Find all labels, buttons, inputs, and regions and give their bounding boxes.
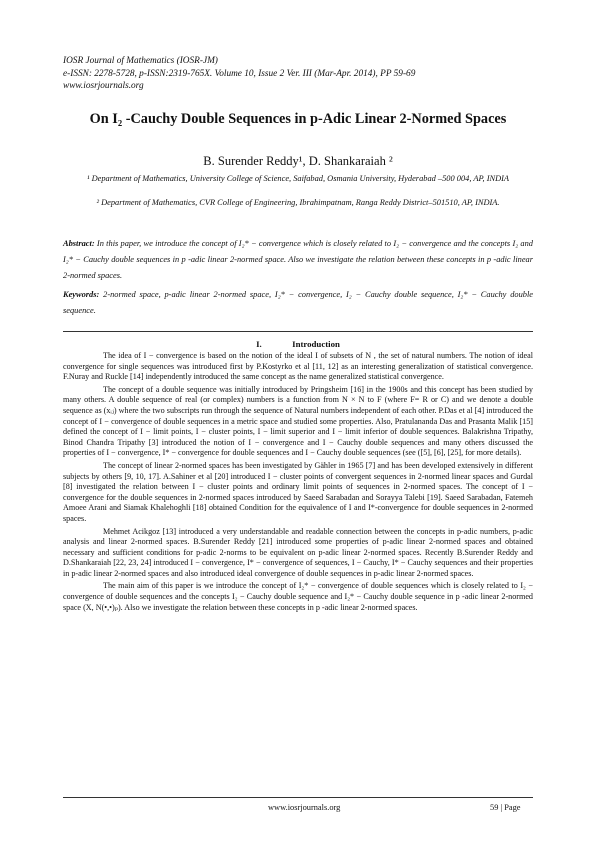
keywords xyxy=(63,287,533,319)
paper-title: On I₂ -Cauchy Double Sequences in p-Adic Linear 2-Normed Spaces xyxy=(89,111,507,127)
page-number: 59 | Page xyxy=(490,803,521,812)
keywords-text: 2-normed space, p-adic linear 2-normed space, I₂* − convergence, I₂ − Cauchy double sequence, I₂* − Cauchy double sequence. xyxy=(63,290,534,315)
paragraph: Mehmet Acikgoz [13] introduced a very understandable and readable connection between the concepts in p-adic numbers, p-adic analysis and linear 2-normed spaces. B.Surender Reddy [21] introduced some properties of p-adic linear 2-normed spaces and obtained necessary and sufficient conditions for p-adic 2-norms to be equivalent on p-adic linear 2-normed spaces. Recently B.Surender Reddy and D.Shankaraiah [22, 23, 24] introduced I − convergence, I* − convergence of sequences, I − Cauchy, I* − Cauchy sequences and their properties in p-adic linear 2-normed spaces and also introduced ideal convergence of double sequences in p-adic linear 2-normed spaces. xyxy=(63,526,533,578)
abstract-label: Abstract: xyxy=(63,239,95,248)
paragraph: The concept of a double sequence was initially introduced by Pringsheim [16] in the 1900s and this concept has been studied by many others. A double sequence of real (or complex) numbers is a function from N × N to F (where F= R or C) and we denote a double sequence as (xᵢⱼ) where the two subscripts run through the sequence of Natural numbers independent of each other. P.Das et al [4] introduced the concept of I − convergence of double sequences in a metric space and studied some properties. Also, Pratulananda Das and Prasanta Malik [15] defined the concept of I − limit points, I − cluster points, I − limit superior and I − limit inferior of double sequences. Balakrishna Tripathy, Binod Chandra Tripathy [3] introduced the notion of I − convergence and I − Cauchy double sequences and many others discussed the properties of I − convergence, I* − convergence for double sequences and I − Cauchy double sequences (see ([5], [6], [25], for more details). xyxy=(63,384,533,458)
paragraph: The concept of linear 2-normed spaces has been investigated by Gähler in 1965 [7] and has been developed extensively in different subjects by others [9, 10, 17]. A.Sahiner et al [20] introduced I − cluster points of convergent sequences in 2-normed linear spaces and Gurdal [8] investigated the relation between I − cluster points and ordinary limit points of sequences in 2-normed spaces. The concept of I − convergence for the double sequences in 2-normed spaces introduced by Saeed Sarabadan and Sorayya Talebi [19]. Saeed Sarabadan, Fatemeh Amoee Arani and Siamak Khalehoghli [18] obtained Condition for the equivalence of I and I*-convergence for double sequences in 2-normed spaces. xyxy=(63,460,533,523)
abstract xyxy=(63,236,533,284)
introduction-body xyxy=(63,351,533,615)
abstract-text: In this paper, we introduce the concept of I₂* − convergence which is closely related to I₂ − convergence and the concepts I₂ and I₂* − Cauchy double sequences in p -adic linear 2-normed space. Also we investigate the relation between these concepts in p -adic linear 2-normed spaces. xyxy=(63,239,533,280)
affiliation-2: ² Department of Mathematics, CVR College of Engineering, Ibrahimpatnam, Ranga Reddy District–501510, AP, INDIA. xyxy=(96,198,500,207)
section-number: I. xyxy=(256,339,262,349)
journal-name: IOSR Journal of Mathematics (IOSR-JM) xyxy=(63,56,218,66)
paper-authors: B. Surender Reddy¹, D. Shankaraiah ² xyxy=(203,154,393,168)
footer-divider xyxy=(63,797,533,798)
paragraph: The main aim of this paper is we introduce the concept of I₂* − convergence of double sequences which is closely related to I₂ − convergence of double sequences and the concepts I₂ − Cauchy double sequence and I₂* − Cauchy double sequence in p -adic linear 2-normed space (X, N(•,•)ₚ). Also we investigate the relation between these concepts in p -adic linear 2-normed spaces. xyxy=(63,581,533,612)
footer-url[interactable]: www.iosrjournals.org xyxy=(268,803,341,812)
paragraph: The idea of I − convergence is based on the notion of the ideal I of subsets of N , the set of natural numbers. The notion of ideal convergence for single sequences was introduced first by P.Kostyrko et al [11, 12] as an interesting generalization of statistical convergence. F.Nuray and Ruckle [14] independently introduced the same concept as the name generalized statistical convergence. xyxy=(63,351,533,382)
affiliation-1: ¹ Department of Mathematics, University College of Science, Saifabad, Osmania University, Hyderabad –500 004, AP, INDIA xyxy=(86,174,510,183)
section-heading xyxy=(63,339,533,349)
section-divider xyxy=(63,331,533,332)
journal-header xyxy=(63,55,415,93)
journal-url[interactable]: www.iosrjournals.org xyxy=(63,81,144,91)
keywords-label: Keywords: xyxy=(63,290,100,299)
journal-issn: e-ISSN: 2278-5728, p-ISSN:2319-765X. Volume 10, Issue 2 Ver. III (Mar-Apr. 2014), PP 59-69 xyxy=(63,68,416,79)
section-title: Introduction xyxy=(292,339,340,349)
